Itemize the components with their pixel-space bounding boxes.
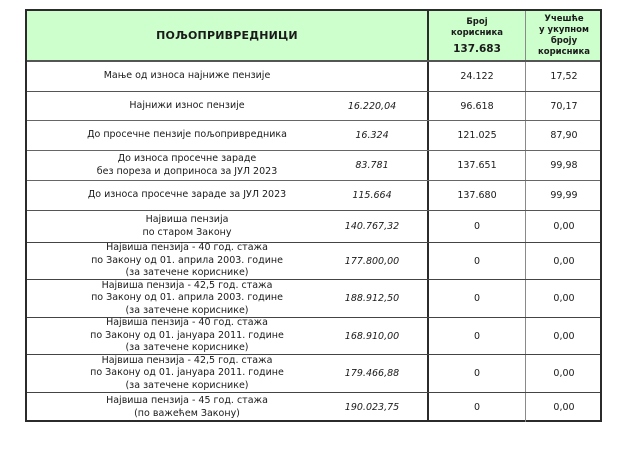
user-share-percent: 0,00 <box>525 211 602 242</box>
row-description <box>27 181 347 210</box>
row-description <box>27 211 347 242</box>
row-description <box>27 355 347 392</box>
share-label: корисника <box>537 46 591 57</box>
pension-amount: 16.324 <box>355 130 389 141</box>
description-line: До износа просечне зараде <box>117 153 257 164</box>
description-line: по Закону од 01. јануара 2011. године <box>90 329 284 341</box>
row-description <box>27 393 347 422</box>
row-description <box>27 318 347 354</box>
description-line: по Закону од 01. јануара 2011. године <box>90 367 284 379</box>
table-row <box>27 91 600 120</box>
table-row <box>27 317 600 354</box>
description-line: Највиша пензија - 42,5 год. стажа <box>101 354 273 366</box>
description-line: До износа просечне зараде за ЈУЛ 2023 <box>87 189 287 201</box>
user-count: 0 <box>427 280 525 317</box>
count-label: корисника <box>450 27 504 38</box>
table-row <box>27 354 600 392</box>
user-count: 137.680 <box>427 181 525 210</box>
pension-amount: 83.781 <box>355 160 389 171</box>
user-count: 0 <box>427 211 525 242</box>
description-line: (за затечене кориснике) <box>125 304 249 316</box>
user-share-percent: 0,00 <box>525 355 602 392</box>
user-count: 121.025 <box>427 121 525 150</box>
user-count: 24.122 <box>427 62 525 91</box>
description-line: без пореза и доприноса за ЈУЛ 2023 <box>96 165 278 177</box>
user-count: 96.618 <box>427 92 525 120</box>
row-description <box>27 92 347 120</box>
user-share-percent: 17,52 <box>525 62 602 91</box>
share-label: Учешће <box>544 13 584 24</box>
user-count: 0 <box>427 393 525 422</box>
table-header <box>27 11 600 62</box>
table-row <box>27 120 600 150</box>
user-count: 0 <box>427 355 525 392</box>
description-line: (за затечене кориснике) <box>125 267 249 279</box>
user-share-percent: 0,00 <box>525 243 602 279</box>
table-row <box>27 210 600 242</box>
share-column-header <box>525 11 602 60</box>
user-share-percent: 87,90 <box>525 121 602 150</box>
description-line: Најнижи износ пензије <box>129 99 245 111</box>
user-share-percent: 99,98 <box>525 151 602 180</box>
pension-amount: 179.466,88 <box>344 368 400 379</box>
user-count: 0 <box>427 318 525 354</box>
description-line: по Закону од 01. априла 2003. године <box>91 254 283 266</box>
description-line: (за затечене кориснике) <box>125 342 249 354</box>
pension-amount: 168.910,00 <box>344 330 400 342</box>
table-row <box>27 62 600 91</box>
table-row <box>27 150 600 180</box>
description-line: (за затечене кориснике) <box>125 379 249 391</box>
pension-amount: 188.912,50 <box>344 293 400 304</box>
share-label: у укупном броју <box>539 24 589 46</box>
description-line: по Закону од 01. априла 2003. године <box>91 292 283 304</box>
description-line: Највиша пензија <box>145 214 229 225</box>
user-share-percent: 0,00 <box>525 280 602 317</box>
description-line: по старом Закону <box>142 226 232 238</box>
row-description <box>27 243 347 279</box>
table-title: ПОЉОПРИВРЕДНИЦИ <box>156 29 298 42</box>
pension-amount: 190.023,75 <box>344 402 400 413</box>
description-line: Највиша пензија - 42,5 год. стажа <box>101 279 273 291</box>
user-share-percent: 0,00 <box>525 393 602 422</box>
pension-amount <box>317 62 427 91</box>
count-column-header <box>427 11 525 60</box>
row-description <box>27 280 347 317</box>
count-label: Број <box>466 16 488 27</box>
user-share-percent: 0,00 <box>525 318 602 354</box>
description-line: До просечне пензије пољопривредника <box>87 129 287 141</box>
user-count: 0 <box>427 243 525 279</box>
row-description <box>27 151 347 180</box>
pension-table <box>25 9 602 422</box>
pension-amount: 16.220,04 <box>347 100 397 112</box>
user-share-percent: 70,17 <box>525 92 602 120</box>
description-line: Највиша пензија - 40 год. стажа <box>106 317 268 329</box>
table-row <box>27 242 600 279</box>
user-share-percent: 99,99 <box>525 181 602 210</box>
row-description <box>27 121 347 150</box>
row-description <box>27 62 347 91</box>
table-row <box>27 392 600 422</box>
description-line: (по важећем Закону) <box>134 407 240 419</box>
pension-amount: 140.767,32 <box>344 221 400 232</box>
pension-amount: 177.800,00 <box>344 255 400 267</box>
description-line: Највиша пензија - 40 год. стажа <box>106 242 268 254</box>
description-line: Највиша пензија - 45 год. стажа <box>106 395 268 406</box>
pension-amount: 115.664 <box>352 190 392 201</box>
table-row <box>27 279 600 317</box>
count-total: 137.683 <box>453 42 501 55</box>
table-row <box>27 180 600 210</box>
description-line: Мање од износа најниже пензије <box>103 70 271 82</box>
user-count: 137.651 <box>427 151 525 180</box>
